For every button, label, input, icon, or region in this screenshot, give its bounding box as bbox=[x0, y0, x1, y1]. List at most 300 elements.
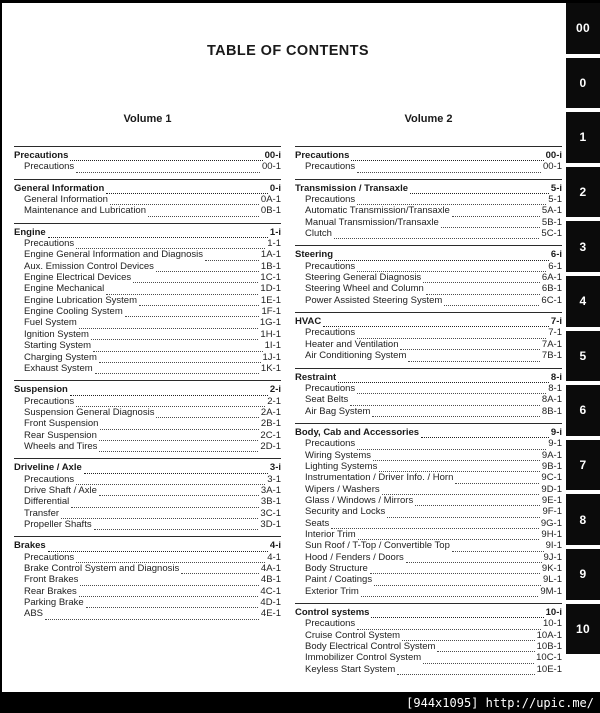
dot-leader bbox=[408, 352, 540, 362]
dot-leader bbox=[139, 297, 259, 307]
toc-entry bbox=[14, 283, 281, 294]
dot-leader bbox=[374, 576, 541, 586]
volumes-container bbox=[14, 113, 562, 675]
dot-leader bbox=[358, 531, 540, 541]
toc-entry bbox=[14, 340, 281, 351]
dot-leader bbox=[406, 554, 542, 564]
toc-section bbox=[14, 458, 281, 530]
dot-leader bbox=[110, 196, 259, 206]
dot-leader bbox=[156, 409, 258, 419]
toc-entry bbox=[14, 317, 281, 328]
dot-leader bbox=[205, 251, 259, 261]
toc-entry bbox=[295, 261, 562, 272]
toc-entry-page: 4C-1 bbox=[260, 585, 281, 597]
toc-entry-page: 3C-1 bbox=[260, 507, 281, 519]
dot-leader bbox=[76, 475, 265, 485]
volume-column-2 bbox=[295, 113, 562, 675]
toc-page bbox=[2, 3, 564, 692]
dot-leader bbox=[338, 373, 549, 383]
toc-entry-page: 6-1 bbox=[548, 260, 562, 272]
toc-entry bbox=[14, 272, 281, 283]
toc-entry-label: Cruise Control System bbox=[305, 629, 401, 641]
dot-leader bbox=[45, 610, 259, 620]
toc-entry bbox=[295, 618, 562, 629]
toc-entry-page: 9-1 bbox=[548, 438, 562, 450]
toc-section bbox=[14, 536, 281, 619]
toc-entry-page: 6C-1 bbox=[541, 294, 562, 306]
toc-entry-page: 1C-1 bbox=[260, 272, 281, 284]
toc-entry-page: 1-1 bbox=[267, 238, 281, 250]
toc-entry-page: 8-1 bbox=[548, 382, 562, 394]
toc-entry-label: Charging System bbox=[24, 351, 97, 363]
toc-section-heading-page: 8-i bbox=[550, 371, 562, 383]
side-tab-0: 0 bbox=[566, 58, 600, 109]
toc-entry-label: Precautions bbox=[24, 161, 75, 173]
dot-leader bbox=[371, 609, 543, 619]
dot-leader bbox=[76, 554, 265, 564]
toc-entry-page: 9G-1 bbox=[540, 517, 562, 529]
volume-heading: Volume 2 bbox=[404, 113, 453, 125]
toc-section-heading-page: 7-i bbox=[550, 316, 562, 328]
toc-entry bbox=[14, 418, 281, 429]
toc-entry-label: ABS bbox=[24, 608, 44, 620]
toc-section-heading-label: Suspension bbox=[14, 384, 68, 396]
toc-entry bbox=[14, 396, 281, 407]
dot-leader bbox=[415, 497, 540, 507]
toc-entry-page: 1K-1 bbox=[260, 362, 281, 374]
dot-leader bbox=[400, 341, 539, 351]
toc-section-heading-label: Body, Cab and Accessories bbox=[295, 426, 420, 438]
toc-entry-page: 1E-1 bbox=[260, 294, 281, 306]
toc-entry-label: Wheels and Tires bbox=[24, 440, 98, 452]
dot-leader bbox=[334, 230, 539, 240]
toc-entry bbox=[295, 161, 562, 172]
toc-entry-label: Precautions bbox=[24, 395, 75, 407]
dot-leader bbox=[357, 620, 541, 630]
footer-watermark: [944x1095] http://upic.me/ bbox=[406, 695, 594, 710]
toc-section-heading-label: Engine bbox=[14, 226, 46, 238]
toc-entry bbox=[295, 472, 562, 483]
toc-entry-page: 9F-1 bbox=[542, 506, 562, 518]
toc-entry-page: 9C-1 bbox=[541, 472, 562, 484]
toc-entry bbox=[14, 474, 281, 485]
dot-leader bbox=[382, 485, 540, 495]
toc-entry-page: 9K-1 bbox=[541, 563, 562, 574]
toc-section-heading-page: 2-i bbox=[269, 384, 281, 396]
toc-entry-label: Precautions bbox=[305, 161, 356, 173]
side-tab-10: 10 bbox=[566, 604, 600, 655]
toc-entry bbox=[295, 295, 562, 306]
toc-entry-page: 4-1 bbox=[267, 551, 281, 563]
toc-entry-page: 8A-1 bbox=[541, 394, 562, 406]
toc-section bbox=[295, 423, 562, 597]
dot-leader bbox=[444, 297, 539, 307]
dot-leader bbox=[156, 263, 259, 273]
dot-leader bbox=[93, 342, 263, 352]
dot-leader bbox=[357, 329, 546, 339]
toc-entry-label: Immobilizer Control System bbox=[305, 652, 422, 664]
side-tab-5: 5 bbox=[566, 331, 600, 382]
toc-entry-page: 7-1 bbox=[548, 327, 562, 339]
dot-leader bbox=[402, 632, 535, 642]
toc-entry-page: 0A-1 bbox=[260, 194, 281, 206]
toc-entry-label: Rear Suspension bbox=[24, 429, 97, 441]
dot-leader bbox=[441, 219, 540, 229]
toc-entry bbox=[295, 283, 562, 294]
toc-entry bbox=[295, 194, 562, 205]
toc-entry bbox=[14, 295, 281, 306]
toc-entry-page: 4B-1 bbox=[260, 574, 281, 586]
toc-entry-page: 00-1 bbox=[261, 161, 281, 173]
toc-entry-label: Steering General Diagnosis bbox=[305, 272, 422, 284]
toc-entry-label: Ignition System bbox=[24, 328, 89, 340]
toc-entry-page: 1B-1 bbox=[260, 260, 281, 272]
dot-leader bbox=[397, 666, 534, 676]
side-tab-6: 6 bbox=[566, 385, 600, 436]
toc-section bbox=[14, 223, 281, 374]
toc-entry-page: 9B-1 bbox=[541, 460, 562, 472]
dot-leader bbox=[423, 274, 540, 284]
toc-section-heading-page: 00-i bbox=[264, 150, 281, 161]
dot-leader bbox=[79, 588, 259, 598]
dot-leader bbox=[76, 240, 265, 250]
toc-entry-label: Precautions bbox=[305, 618, 356, 630]
dot-leader bbox=[455, 474, 539, 484]
toc-entry bbox=[295, 664, 562, 675]
dot-leader bbox=[71, 498, 259, 508]
toc-entry-page: 10C-1 bbox=[536, 652, 562, 664]
toc-entry-label: Security and Locks bbox=[305, 506, 386, 518]
toc-entry-label: Clutch bbox=[305, 228, 332, 240]
toc-entry-label: Heater and Ventilation bbox=[305, 338, 399, 350]
toc-section-heading-label: Precautions bbox=[14, 150, 69, 161]
toc-section-heading-label: Control systems bbox=[295, 607, 370, 619]
side-tab-9: 9 bbox=[566, 549, 600, 600]
toc-entry bbox=[14, 597, 281, 608]
toc-entry-label: Interior Trim bbox=[305, 528, 356, 540]
dot-leader bbox=[379, 463, 540, 473]
toc-entry bbox=[14, 508, 281, 519]
dot-leader bbox=[100, 420, 258, 430]
toc-entry-label: General Information bbox=[24, 194, 108, 206]
toc-entry-page: 4D-1 bbox=[260, 597, 281, 609]
side-tab-3: 3 bbox=[566, 221, 600, 272]
toc-entry-page: 2A-1 bbox=[260, 406, 281, 418]
toc-entry bbox=[295, 406, 562, 417]
dot-leader bbox=[48, 229, 268, 239]
dot-leader bbox=[86, 599, 259, 609]
toc-entry bbox=[14, 161, 281, 172]
dot-leader bbox=[76, 397, 265, 407]
toc-entry-page: 1G-1 bbox=[259, 317, 281, 329]
toc-entry-page: 2B-1 bbox=[260, 418, 281, 430]
toc-entry bbox=[295, 272, 562, 283]
toc-entry bbox=[14, 261, 281, 272]
dot-leader bbox=[410, 185, 549, 195]
toc-entry-label: Keyless Start System bbox=[305, 663, 396, 675]
dot-leader bbox=[357, 196, 546, 206]
toc-section-heading-page: 1-i bbox=[269, 226, 281, 238]
toc-section-heading-page: 3-i bbox=[269, 462, 281, 474]
toc-entry-page: 9H-1 bbox=[541, 528, 562, 540]
toc-entry-page: 6A-1 bbox=[541, 272, 562, 284]
toc-entry-label: Wipers / Washers bbox=[305, 483, 380, 495]
dot-leader bbox=[426, 285, 540, 295]
toc-entry-label: Hood / Fenders / Doors bbox=[305, 551, 404, 563]
toc-section-heading bbox=[295, 607, 562, 618]
toc-entry-label: Aux. Emission Control Devices bbox=[24, 260, 154, 272]
toc-entry-label: Glass / Windows / Mirrors bbox=[305, 494, 414, 506]
toc-entry-label: Propeller Shafts bbox=[24, 518, 92, 530]
toc-entry bbox=[295, 450, 562, 461]
toc-entry-label: Precautions bbox=[305, 194, 356, 206]
toc-entry-page: 10E-1 bbox=[536, 663, 562, 675]
toc-entry-label: Maintenance and Lubrication bbox=[24, 205, 147, 217]
toc-entry-label: Precautions bbox=[305, 382, 356, 394]
toc-entry-label: Exterior Trim bbox=[305, 585, 359, 597]
dot-leader bbox=[372, 407, 539, 417]
toc-entry bbox=[14, 485, 281, 496]
dot-leader bbox=[361, 588, 539, 598]
dot-leader bbox=[133, 274, 258, 284]
toc-entry bbox=[295, 495, 562, 506]
toc-entry-label: Engine Electrical Devices bbox=[24, 272, 132, 284]
toc-entry bbox=[14, 519, 281, 530]
dot-leader bbox=[61, 509, 258, 519]
toc-entry bbox=[295, 327, 562, 338]
toc-entry-page: 1J-1 bbox=[262, 351, 281, 363]
toc-section-heading-page: 0-i bbox=[269, 182, 281, 194]
dot-leader bbox=[350, 396, 540, 406]
dot-leader bbox=[421, 429, 549, 439]
toc-section-heading-label: HVAC bbox=[295, 316, 322, 328]
toc-entry-page: 5B-1 bbox=[541, 216, 562, 228]
toc-entry-label: Precautions bbox=[24, 238, 75, 250]
toc-entry-label: Steering Wheel and Column bbox=[305, 283, 424, 295]
page-title: TABLE OF CONTENTS bbox=[207, 43, 369, 59]
side-tab-8: 8 bbox=[566, 494, 600, 545]
dot-leader bbox=[91, 331, 258, 341]
toc-entry-label: Brake Control System and Diagnosis bbox=[24, 563, 180, 574]
toc-entry-label: Seat Belts bbox=[305, 394, 349, 406]
toc-section bbox=[295, 179, 562, 240]
toc-entry bbox=[14, 249, 281, 260]
toc-section-heading-page: 9-i bbox=[550, 426, 562, 438]
toc-section-heading-label: Restraint bbox=[295, 371, 337, 383]
toc-entry-label: Precautions bbox=[305, 327, 356, 339]
toc-entry bbox=[295, 540, 562, 551]
toc-entry-page: 9J-1 bbox=[543, 551, 562, 563]
toc-entry bbox=[295, 350, 562, 361]
toc-entry-label: Engine Mechanical bbox=[24, 283, 105, 295]
toc-section-heading-page: 4-i bbox=[269, 540, 281, 552]
toc-entry-page: 9M-1 bbox=[540, 585, 562, 597]
toc-entry-page: 1H-1 bbox=[260, 328, 281, 340]
toc-entry-label: Engine General Information and Diagnosis bbox=[24, 249, 204, 261]
toc-section-heading-page: 00-i bbox=[545, 150, 562, 161]
toc-entry-page: 0B-1 bbox=[260, 205, 281, 217]
toc-entry bbox=[295, 383, 562, 394]
toc-entry bbox=[295, 394, 562, 405]
toc-entry-page: 10B-1 bbox=[536, 641, 562, 653]
toc-entry-label: Lighting Systems bbox=[305, 460, 378, 472]
toc-entry-page: 3B-1 bbox=[260, 496, 281, 508]
dot-leader bbox=[99, 431, 259, 441]
toc-entry bbox=[295, 529, 562, 540]
toc-entry-label: Transfer bbox=[24, 507, 60, 519]
dot-leader bbox=[106, 185, 268, 195]
dot-leader bbox=[125, 308, 260, 318]
toc-entry-label: Exhaust System bbox=[24, 362, 93, 374]
toc-section-heading bbox=[14, 183, 281, 194]
dot-leader bbox=[437, 643, 534, 653]
toc-entry-label: Paint / Coatings bbox=[305, 574, 373, 586]
toc-entry-label: Body Structure bbox=[305, 563, 368, 574]
toc-entry-page: 5C-1 bbox=[541, 228, 562, 240]
dot-leader bbox=[99, 487, 259, 497]
dot-leader bbox=[387, 508, 540, 518]
toc-entry bbox=[14, 352, 281, 363]
side-tab-00: 00 bbox=[566, 3, 600, 54]
toc-entry bbox=[14, 306, 281, 317]
toc-entry-label: Parking Brake bbox=[24, 597, 84, 609]
toc-entry-page: 1A-1 bbox=[260, 249, 281, 261]
toc-section-heading-label: Brakes bbox=[14, 540, 46, 552]
side-tab-7: 7 bbox=[566, 440, 600, 491]
dot-leader bbox=[94, 521, 259, 531]
toc-entry-page: 5-1 bbox=[548, 194, 562, 206]
toc-entry-page: 9L-1 bbox=[542, 574, 562, 586]
toc-section-heading bbox=[295, 249, 562, 260]
toc-entry-label: Air Bag System bbox=[305, 405, 371, 417]
toc-section bbox=[295, 245, 562, 306]
toc-entry bbox=[295, 506, 562, 517]
dot-leader bbox=[357, 385, 546, 395]
dot-leader bbox=[79, 319, 258, 329]
toc-entry-label: Seats bbox=[305, 517, 330, 529]
toc-entry-label: Drive Shaft / Axle bbox=[24, 484, 97, 496]
toc-section-heading bbox=[14, 540, 281, 551]
toc-entry-page: 2D-1 bbox=[260, 440, 281, 452]
footer-bar bbox=[0, 692, 600, 713]
side-tab-2: 2 bbox=[566, 167, 600, 218]
toc-entry-page: 2-1 bbox=[267, 395, 281, 407]
toc-section bbox=[14, 146, 281, 173]
toc-section-heading-page: 6-i bbox=[550, 249, 562, 261]
toc-section-heading-page: 5-i bbox=[550, 182, 562, 194]
toc-entry-page: 4E-1 bbox=[260, 608, 281, 620]
toc-section-heading-label: Steering bbox=[295, 249, 334, 261]
dot-leader bbox=[148, 207, 259, 217]
side-tab-4: 4 bbox=[566, 276, 600, 327]
dot-leader bbox=[80, 576, 259, 586]
toc-entry-page: 3-1 bbox=[267, 473, 281, 485]
toc-section-heading bbox=[295, 316, 562, 327]
toc-entry-page: 3D-1 bbox=[260, 518, 281, 530]
toc-entry-label: Precautions bbox=[24, 551, 75, 563]
dot-leader bbox=[357, 263, 546, 273]
toc-entry bbox=[295, 652, 562, 663]
toc-entry-label: Automatic Transmission/Transaxle bbox=[305, 205, 450, 217]
toc-entry bbox=[295, 205, 562, 216]
toc-section-heading bbox=[295, 183, 562, 194]
toc-section bbox=[295, 312, 562, 361]
toc-entry-page: 9E-1 bbox=[541, 494, 562, 506]
toc-section-heading bbox=[295, 372, 562, 383]
toc-section bbox=[295, 368, 562, 417]
toc-entry bbox=[14, 608, 281, 619]
dot-leader bbox=[351, 152, 543, 162]
volume-heading: Volume 1 bbox=[123, 113, 172, 125]
toc-entry-page: 1F-1 bbox=[261, 306, 281, 318]
toc-entry bbox=[295, 586, 562, 597]
toc-entry bbox=[295, 552, 562, 563]
toc-entry bbox=[14, 563, 281, 574]
toc-entry bbox=[14, 574, 281, 585]
dot-leader bbox=[373, 451, 540, 461]
toc-section-heading-label: Transmission / Transaxle bbox=[295, 182, 408, 194]
toc-entry bbox=[14, 586, 281, 597]
dot-leader bbox=[452, 542, 544, 552]
toc-section-heading bbox=[14, 462, 281, 473]
toc-entry bbox=[14, 363, 281, 374]
dot-leader bbox=[323, 318, 549, 328]
dot-leader bbox=[48, 542, 268, 552]
toc-entry-label: Differential bbox=[24, 496, 70, 508]
toc-section bbox=[295, 603, 562, 675]
dot-leader bbox=[84, 464, 268, 474]
toc-entry bbox=[14, 238, 281, 249]
toc-section-heading bbox=[295, 427, 562, 438]
dot-leader bbox=[70, 386, 268, 396]
side-tab-1: 1 bbox=[566, 112, 600, 163]
toc-entry bbox=[295, 563, 562, 574]
toc-section-heading bbox=[14, 227, 281, 238]
toc-entry-label: Precautions bbox=[24, 473, 75, 485]
toc-entry-label: Engine Lubrication System bbox=[24, 294, 138, 306]
toc-entry-label: Wiring Systems bbox=[305, 449, 371, 461]
toc-section bbox=[295, 146, 562, 173]
toc-entry-page: 3A-1 bbox=[260, 484, 281, 496]
dot-leader bbox=[423, 654, 534, 664]
toc-entry-page: 9A-1 bbox=[541, 449, 562, 461]
toc-entry-page: 2C-1 bbox=[260, 429, 281, 441]
toc-entry-label: Precautions bbox=[305, 438, 356, 450]
toc-entry bbox=[14, 329, 281, 340]
toc-entry-label: Fuel System bbox=[24, 317, 77, 329]
toc-entry-label: Front Brakes bbox=[24, 574, 79, 586]
toc-entry bbox=[14, 441, 281, 452]
toc-section-heading bbox=[14, 384, 281, 395]
toc-entry bbox=[295, 217, 562, 228]
toc-section-heading bbox=[295, 150, 562, 161]
toc-entry-label: Engine Cooling System bbox=[24, 306, 123, 318]
toc-entry bbox=[295, 461, 562, 472]
dot-leader bbox=[95, 365, 259, 375]
dot-leader bbox=[452, 207, 540, 217]
toc-entry-label: Starting System bbox=[24, 340, 92, 352]
toc-entry bbox=[295, 574, 562, 585]
dot-leader bbox=[99, 443, 258, 453]
dot-leader bbox=[370, 565, 540, 575]
dot-leader bbox=[357, 163, 541, 173]
toc-section-heading-label: Driveline / Axle bbox=[14, 462, 82, 474]
dot-leader bbox=[335, 251, 549, 261]
dot-leader bbox=[357, 440, 546, 450]
dot-leader bbox=[181, 565, 259, 575]
toc-entry-label: Front Suspension bbox=[24, 418, 99, 430]
toc-entry bbox=[295, 641, 562, 652]
